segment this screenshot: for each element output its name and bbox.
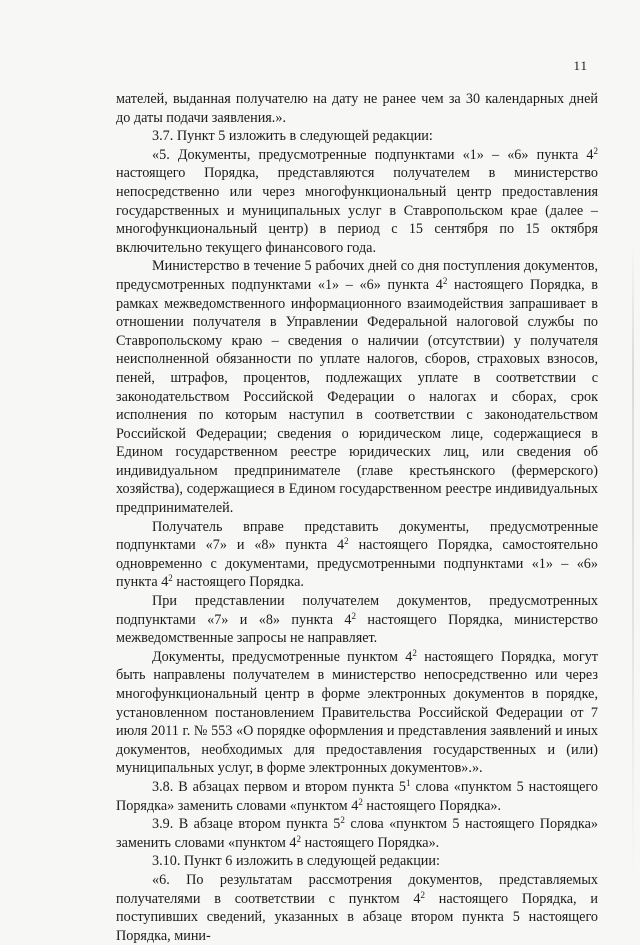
paragraph: Министерство в течение 5 рабочих дней со дня поступления документов, предусмотренных подпунктами «1» – «6» пункта $4^2$ настоящего Порядка, в рамках межведомственного информационного взаимодействия запрашивает в отношении получателя в Управлении Федеральной налоговой службы по Ставропольскому краю – сведения о наличии (отсутствии) у получателя неисполненной обязанности по уплате налогов, сборов, страховых взносов, пеней, штрафов, процентов, подлежащих уплате в соответствии с законодательством Российской Федерации о налогах и сборах, срок исполнения по которым наступил в соответствии с законодательством Российской Федерации; сведения о юридическом лице, содержащиеся в Едином государственном реестре юридических лиц, или сведения об индивидуальном предпринимателе (главе крестьянского (фермерского) хозяйства), содержащиеся в Едином государственном реестре индивидуальных предпринимателей. <box>116 258 598 517</box>
paragraph: Получатель вправе представить документы, предусмотренные подпунктами «7» и «8» пункта $4^2$ настоящего Порядка, самостоятельно одновременно с документами, предусмотренными подпунктами «1» – «6» пункта $4^2$ настоящего Порядка. <box>116 518 598 591</box>
paragraph: «6. По результатам рассмотрения документов, представляемых получателями в соответствии с пунктом $4^2$ настоящего Порядка, и поступивших сведений, указанных в абзаце втором пункта 5 настоящего Порядка, мини- <box>116 871 598 944</box>
paragraph: 3.7. Пункт 5 изложить в следующей редакции: <box>152 128 433 145</box>
paragraph: «5. Документы, предусмотренные подпунктами «1» – «6» пункта $4^2$ настоящего Порядка, представляются получателем в министерство непосредственно или через многофункциональный центр предоставления государственных и муниципальных услуг в Ставропольском крае (далее – многофункциональный центр) в период с 15 сентября по 15 октября включительно текущего финансового года. <box>116 145 598 256</box>
paragraph: Документы, предусмотренные пунктом $4^2$ настоящего Порядка, могут быть направлены получателем в министерство непосредственно или через многофункциональный центр в форме электронных документов в порядке, установленном постановлением Правительства Российской Федерации от 7 июля 2011 г. № 553 «О порядке оформления и представления заявлений и иных документов, необходимых для предоставления государственных и (или) муниципальных услуг, в форме электронных документов».». <box>116 647 599 777</box>
paragraph: 3.9. В абзаце втором пункта $5^2$ слова «пунктом 5 настоящего Порядка» заменить словами «пунктом $4^2$ настоящего Порядка». <box>116 815 598 851</box>
paragraph: При представлении получателем документов, предусмотренных подпунктами «7» и «8» пункта $4^2$ настоящего Порядка, министерство межведомственные запросы не направляет. <box>116 593 598 647</box>
scan-edge-artifact <box>632 240 634 880</box>
document-body <box>116 90 598 945</box>
paragraph: 3.8. В абзацах первом и втором пункта $5^1$ слова «пунктом 5 настоящего Порядка» заменить словами «пунктом $4^2$ настоящего Порядка». <box>116 777 598 814</box>
page-number: 11 <box>573 58 588 73</box>
paragraph: 3.10. Пункт 6 изложить в следующей редакции: <box>152 853 440 870</box>
paragraph: мателей, выданная получателю на дату не ранее чем за 30 календарных дней до даты подачи заявления.». <box>116 91 598 126</box>
